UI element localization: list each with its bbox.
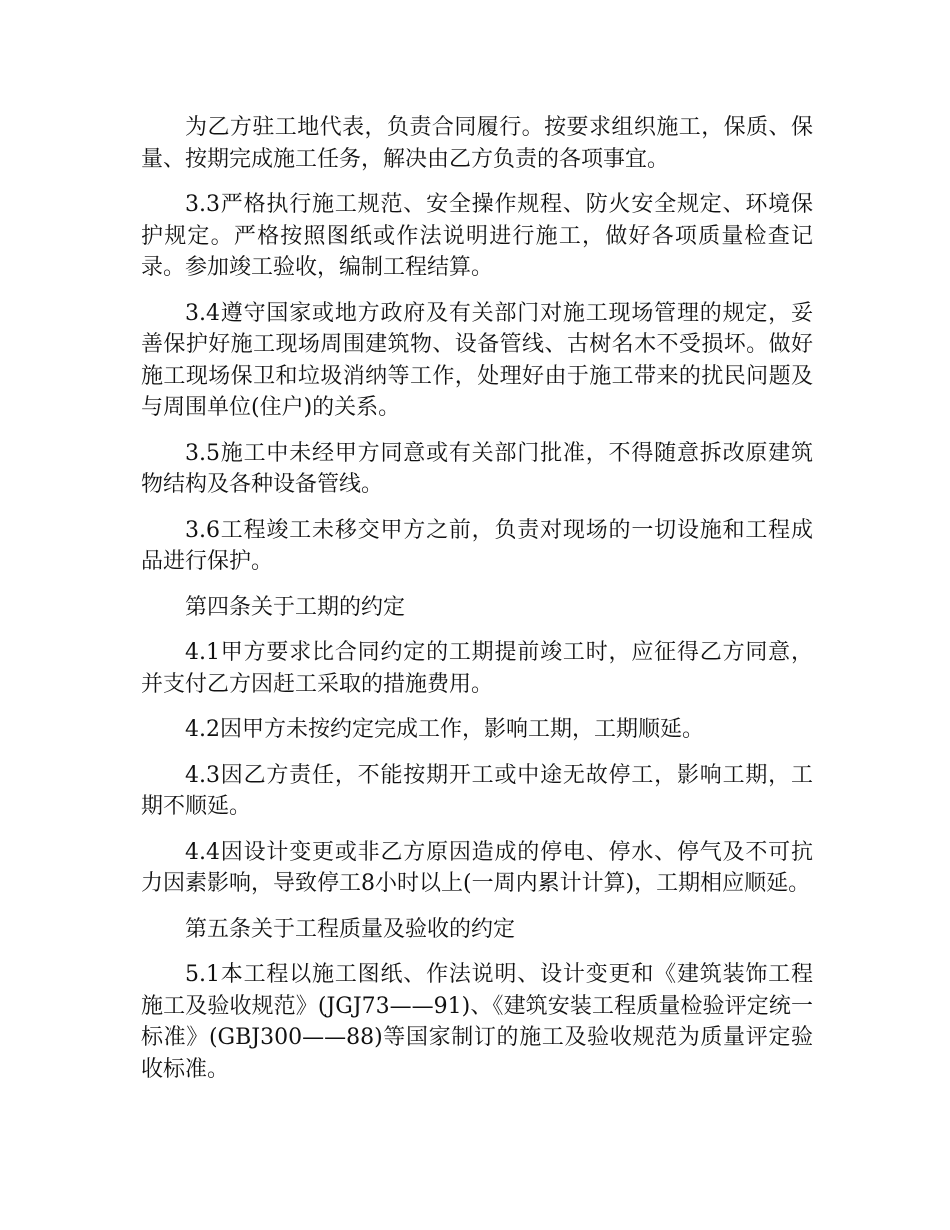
paragraph-3-6: 3.6工程竣工未移交甲方之前，负责对现场的一切设施和工程成品进行保护。 xyxy=(141,517,813,574)
paragraph-3-3: 3.3严格执行施工规范、安全操作规程、防火安全规定、环境保护规定。严格按照图纸或作法说明进行施工，做好各项质量检查记录。参加竣工验收，编制工程结算。 xyxy=(141,192,813,280)
paragraph-3-4: 3.4遵守国家或地方政府及有关部门对施工现场管理的规定，妥善保护好施工现场周围建筑物、设备管线、古树名木不受损坏。做好施工现场保卫和垃圾消纳等工作，处理好由于施工带来的扰民问题及与周围单位(住户)的关系。 xyxy=(141,300,813,420)
paragraph-3-5: 3.5施工中未经甲方同意或有关部门批准，不得随意拆改原建筑物结构及各种设备管线。 xyxy=(141,440,813,497)
paragraph-4-1: 4.1甲方要求比合同约定的工期提前竣工时，应征得乙方同意，并支付乙方因赶工采取的措施费用。 xyxy=(141,640,813,697)
paragraph-4-3: 4.3因乙方责任，不能按期开工或中途无故停工，影响工期，工期不顺延。 xyxy=(141,762,813,819)
document-body xyxy=(141,112,813,1099)
paragraph-5-1: 5.1本工程以施工图纸、作法说明、设计变更和《建筑装饰工程施工及验收规范》(JGJ73——91)、《建筑安装工程质量检验评定统一标准》(GBJ300——88)等国家制订的施工及验收规范为质量评定验收标准。 xyxy=(141,962,813,1082)
section-heading-4: 第四条关于工期的约定 xyxy=(185,594,406,620)
paragraph-4-2: 4.2因甲方未按约定完成工作，影响工期，工期顺延。 xyxy=(185,717,704,742)
section-heading-5: 第五条关于工程质量及验收的约定 xyxy=(185,916,516,942)
paragraph-1: 为乙方驻工地代表，负责合同履行。按要求组织施工，保质、保量、按期完成施工任务，解决由乙方负责的各项事宜。 xyxy=(141,115,813,172)
paragraph-4-4: 4.4因设计变更或非乙方原因造成的停电、停水、停气及不可抗力因素影响，导致停工8小时以上(一周内累计计算)，工期相应顺延。 xyxy=(141,839,813,896)
